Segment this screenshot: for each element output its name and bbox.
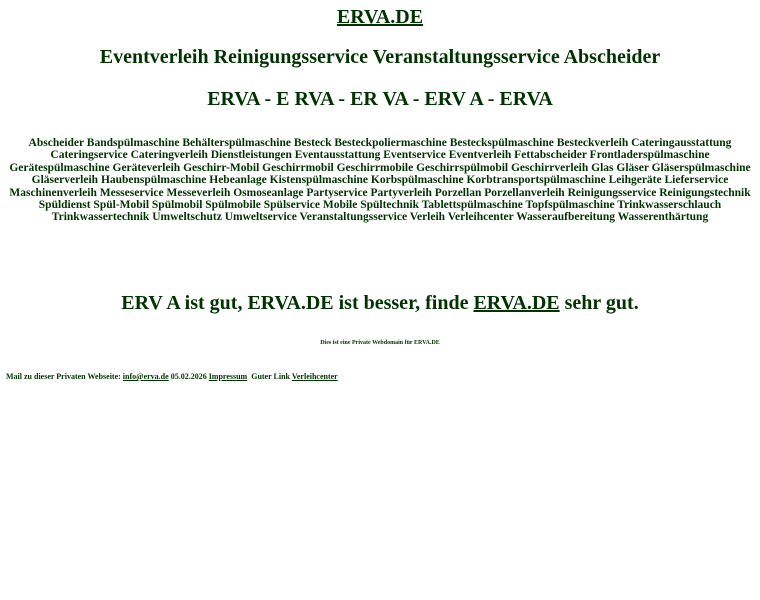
impressum-link[interactable]: Impressum (208, 372, 248, 381)
name-variants-heading: ERVA - E RVA - ER VA - ERV A - ERVA (207, 88, 553, 110)
footer (6, 372, 338, 381)
private-domain-note: Dies ist eine Private Webdomain für ERVA.DE (320, 340, 440, 346)
good-link-label: Guter Link (247, 372, 292, 381)
slogan (0, 292, 760, 315)
slogan-text-before: ERV A ist gut, ERVA.DE ist besser, finde (121, 292, 474, 314)
verleihcenter-link[interactable]: Verleihcenter (291, 372, 338, 381)
footer-mail-label: Mail zu dieser Privaten Webseite: (6, 372, 123, 381)
slogan-text-after: sehr gut. (559, 292, 639, 314)
footer-date: 05.02.2026 (168, 372, 209, 381)
keyword-list: Abscheider Bandspülmaschine Behälterspülmaschine Besteck Besteckpoliermaschine Besteckspülmaschine Besteckverleih Cateringausstattung Cateringservice Cateringverleih Dienstleistungen Eventausstattung Eventservice Eventverleih Fettabscheider Frontladerspülmaschine Gerätespülmaschine Geräteverleih Geschirr-Mobil Geschirrmobil Geschirrmobile Geschirrspülmobil Geschirrverleih Glas Gläser Gläserspülmaschine Gläserverleih Haubenspülmaschine Hebeanlage Kistenspülmaschine Korbspülmaschine Korbtransportspülmaschine Leihgeräte Lieferservice Maschinenverleih Messeservice Messeverleih Osmoseanlage Partyservice Partyverleih Porzellan Porzellanverleih Reinigungsservice Reinigungstechnik Spüldienst Spül-Mobil Spülmobil Spülmobile Spülservice Mobile Spültechnik Tablettspülmaschine Topfspülmaschine Trinkwasserschlauch Trinkwassertechnik Umweltschutz Umweltservice Veranstaltungsservice Verleih Verleihcenter Wasseraufbereitung Wasserenthärtung (9, 137, 751, 224)
email-link[interactable]: info@erva.de (122, 372, 169, 381)
slogan-erva-link[interactable]: ERVA.DE (473, 292, 560, 314)
site-title-link[interactable]: ERVA.DE (336, 6, 424, 28)
page-subtitle: Eventverleih Reinigungsservice Veranstaltungsservice Abscheider (99, 46, 661, 68)
